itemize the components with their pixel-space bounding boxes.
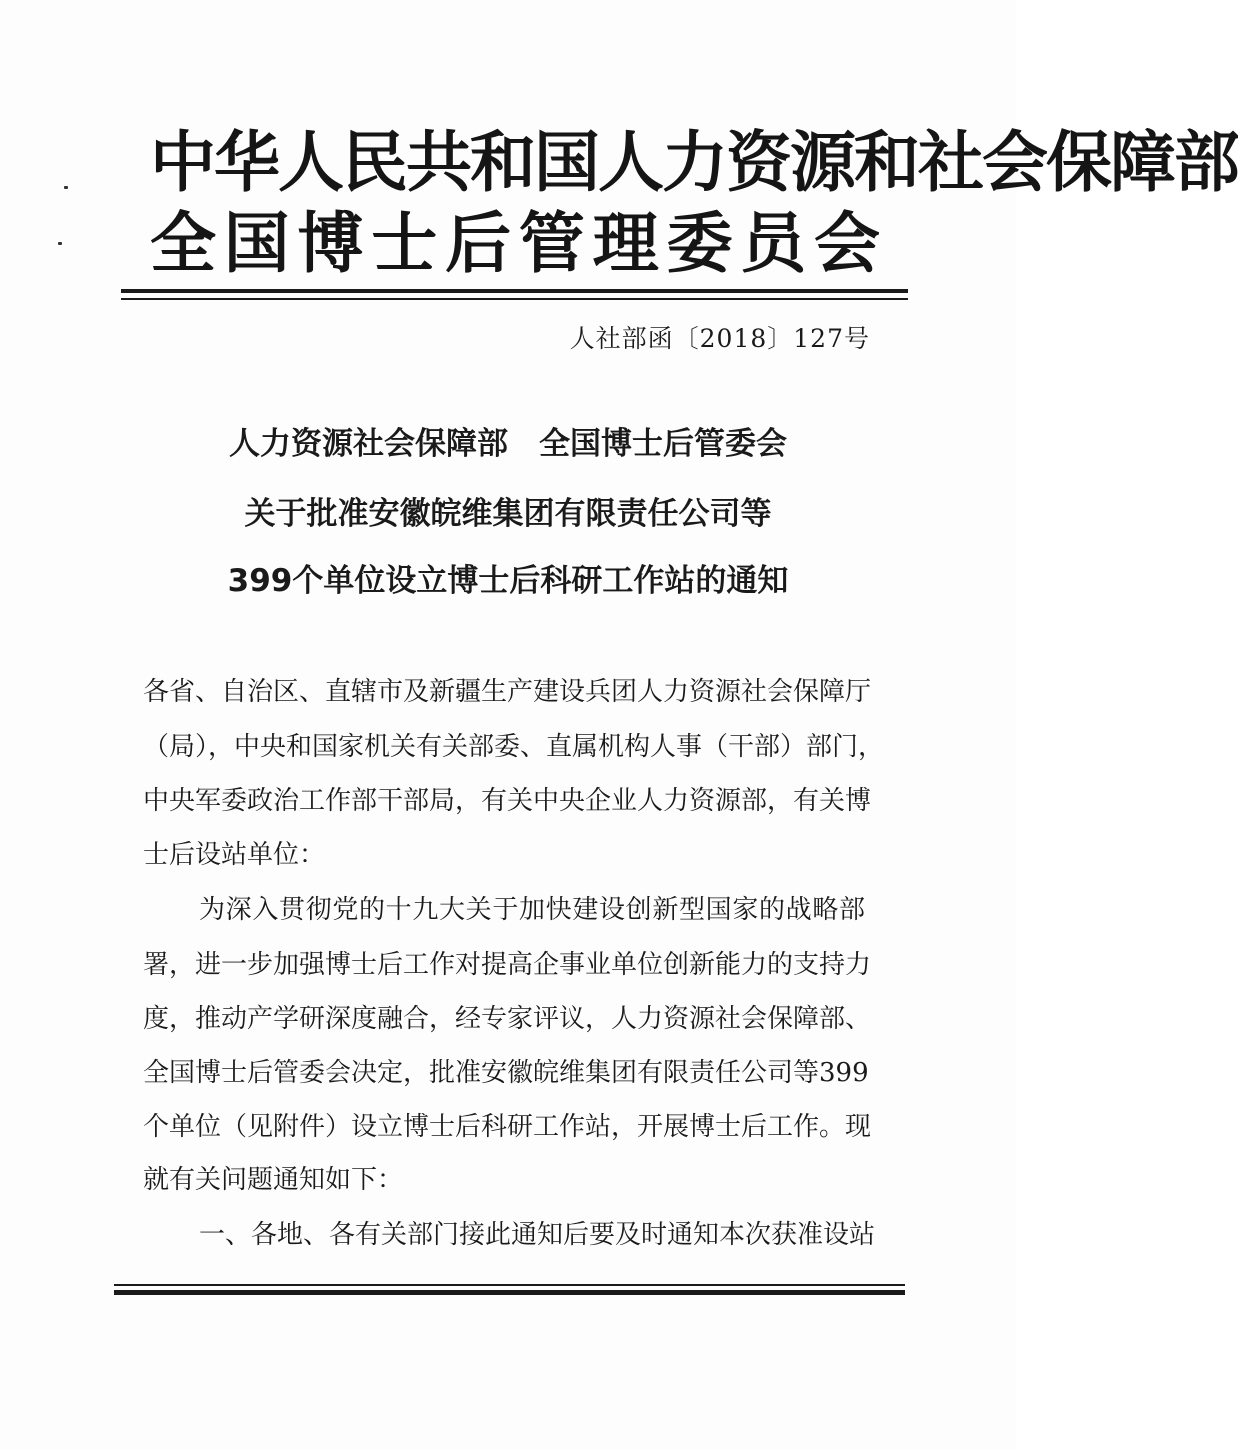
addressee-line: 中央军委政治工作部干部局，有关中央企业人力资源部，有关博 [143,786,872,816]
addressee-line: 各省、自治区、直辖市及新疆生产建设兵团人力资源社会保障厅 [143,677,872,707]
paragraph-line: 就有关问题通知如下： [143,1165,404,1195]
header-rule-thin [121,298,908,300]
addressee-line: 士后设站单位： [143,840,326,870]
item-one-line: 一、各地、各有关部门接此通知后要及时通知本次获准设站 [199,1220,876,1250]
paragraph-line: 署，进一步加强博士后工作对提高企事业单位创新能力的支持力 [143,950,872,980]
notice-title-line-1: 人力资源社会保障部 全国博士后管委会 [229,426,787,462]
ministry-header: 中华人民共和国人力资源和社会保障部 [150,123,1238,201]
header-rule-thick [121,289,908,293]
footer-rule-thin [114,1284,905,1286]
notice-title-line-3: 399个单位设立博士后科研工作站的通知 [227,563,789,599]
paragraph-line: 全国博士后管委会决定，批准安徽皖维集团有限责任公司等399 [143,1058,869,1088]
scan-speck [64,186,68,189]
document-number: 人社部函〔2018〕127号 [569,324,870,353]
paragraph-line: 为深入贯彻党的十九大关于加快建设创新型国家的战略部 [199,895,865,925]
paragraph-line: 个单位（见附件）设立博士后科研工作站，开展博士后工作。现 [143,1112,872,1142]
notice-title-line-2: 关于批准安徽皖维集团有限责任公司等 [244,496,772,532]
addressee-line: （局），中央和国家机关有关部委、直属机构人事（干部）部门， [143,732,885,762]
paragraph-line: 度，推动产学研深度融合，经专家评议，人力资源社会保障部、 [143,1004,872,1034]
committee-header: 全国博士后管理委员会 [150,204,880,282]
scan-speck [58,242,62,245]
footer-rule-thick [114,1290,905,1295]
